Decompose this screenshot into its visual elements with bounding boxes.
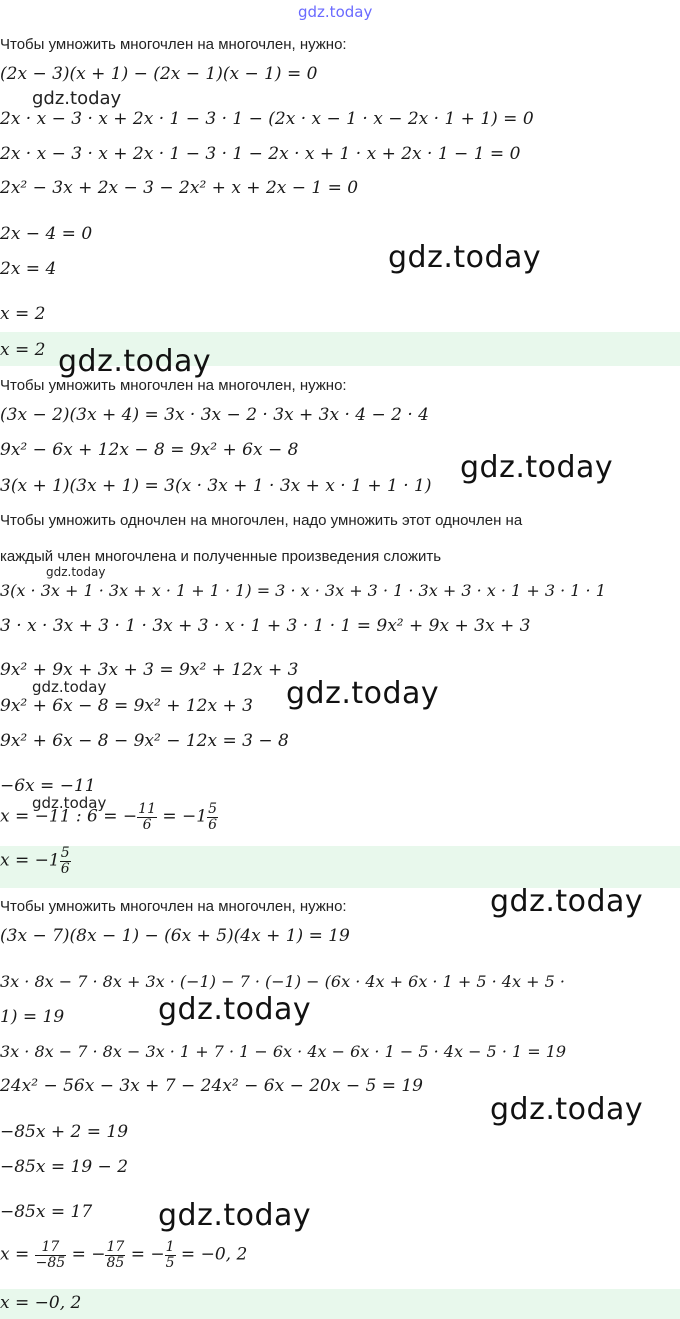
rule-text: Чтобы умножить многочлен на многочлен, нужно: [0, 36, 347, 53]
denominator: 6 [208, 816, 218, 833]
rule-text: Чтобы умножить многочлен на многочлен, нужно: [0, 898, 347, 915]
numerator: 11 [138, 801, 156, 817]
numerator: 17 [35, 1240, 67, 1256]
rule-text: Чтобы умножить одночлен на многочлен, надо умножить этот одночлен на [0, 512, 523, 529]
equation-line: 9x² − 6x + 12x − 8 = 9x² + 6x − 8 [0, 440, 299, 460]
fraction [137, 802, 157, 832]
rule-text: каждый член многочлена и полученные произведения сложить [0, 548, 442, 565]
equation-line: 2x · x − 3 · x + 2x · 1 − 3 · 1 − (2x · x − 1 · x − 2x · 1 + 1) = 0 [0, 109, 534, 129]
equation-line: −6x = −11 [0, 776, 96, 796]
watermark-top: gdz.today [298, 3, 373, 21]
equation-text: x = [0, 1244, 35, 1265]
equation-text: = −1 [157, 806, 208, 827]
equation-line: 3(x · 3x + 1 · 3x + x · 1 + 1 · 1) = 3 · x · 3x + 3 · 1 · 3x + 3 · x · 1 + 3 · 1 · 1 [0, 581, 606, 600]
denominator: 6 [142, 816, 152, 833]
equation-line: (3x − 7)(8x − 1) − (6x + 5)(4x + 1) = 19 [0, 926, 350, 946]
equation-line: 9x² + 6x − 8 − 9x² − 12x = 3 − 8 [0, 731, 289, 751]
fraction-equation-line [0, 1240, 247, 1270]
equation-text: x = −1 [0, 850, 60, 871]
watermark-large: gdz.today [388, 240, 542, 275]
answer-line: x = 2 [0, 340, 46, 360]
equation-line: 2x − 4 = 0 [0, 224, 93, 244]
fraction [35, 1240, 67, 1270]
watermark-small: gdz.today [32, 678, 107, 696]
watermark-large: gdz.today [490, 884, 644, 919]
equation-line: 3x · 8x − 7 · 8x − 3x · 1 + 7 · 1 − 6x · 4x − 6x · 1 − 5 · 4x − 5 · 1 = 19 [0, 1042, 567, 1061]
equation-line: 2x² − 3x + 2x − 3 − 2x² + x + 2x − 1 = 0 [0, 178, 359, 198]
equation-line: 3(x + 1)(3x + 1) = 3(x · 3x + 1 · 3x + x · 1 + 1 · 1) [0, 476, 432, 496]
denominator: 85 [106, 1254, 125, 1271]
equation-line: 3x · 8x − 7 · 8x + 3x · (−1) − 7 · (−1) − (6x · 4x + 6x · 1 + 5 · 4x + 5 · [0, 972, 565, 991]
fraction [105, 1240, 125, 1270]
answer-line: x = −0, 2 [0, 1293, 82, 1313]
denominator: 5 [165, 1254, 175, 1271]
watermark-large: gdz.today [158, 1198, 312, 1233]
fraction [207, 802, 218, 832]
watermark-large: gdz.today [460, 450, 614, 485]
watermark-large: gdz.today [286, 676, 440, 711]
fraction [165, 1240, 176, 1270]
equation-text: = − [66, 1244, 106, 1265]
rule-text: Чтобы умножить многочлен на многочлен, нужно: [0, 377, 347, 394]
equation-text: x = −11 : 6 = − [0, 806, 138, 827]
equation-line: −85x + 2 = 19 [0, 1122, 129, 1142]
watermark-small: gdz.today [32, 794, 107, 812]
equation-line: 1) = 19 [0, 1007, 65, 1027]
equation-line: (2x − 3)(x + 1) − (2x − 1)(x − 1) = 0 [0, 64, 318, 84]
fraction [60, 846, 71, 876]
equation-line: x = 2 [0, 304, 46, 324]
equation-text: = − [125, 1244, 165, 1265]
equation-text: = −0, 2 [175, 1244, 248, 1265]
numerator: 17 [106, 1239, 125, 1255]
numerator: 1 [165, 1239, 175, 1255]
equation-line: 9x² + 9x + 3x + 3 = 9x² + 12x + 3 [0, 660, 299, 680]
watermark-large: gdz.today [158, 992, 312, 1027]
denominator: 6 [60, 860, 70, 877]
equation-line: 3 · x · 3x + 3 · 1 · 3x + 3 · x · 1 + 3 · 1 · 1 = 9x² + 9x + 3x + 3 [0, 616, 531, 636]
watermark-large: gdz.today [58, 344, 212, 379]
watermark-small: gdz.today [46, 565, 106, 579]
equation-line: 2x · x − 3 · x + 2x · 1 − 3 · 1 − 2x · x + 1 · x + 2x · 1 − 1 = 0 [0, 144, 521, 164]
answer-highlight-2 [0, 846, 680, 888]
equation-line: (3x − 2)(3x + 4) = 3x · 3x − 2 · 3x + 3x · 4 − 2 · 4 [0, 405, 430, 425]
equation-line: 9x² + 6x − 8 = 9x² + 12x + 3 [0, 696, 253, 716]
numerator: 5 [208, 801, 218, 817]
watermark-small: gdz.today [32, 88, 122, 109]
denominator: −85 [35, 1254, 66, 1271]
equation-line: −85x = 19 − 2 [0, 1157, 129, 1177]
equation-line: 2x = 4 [0, 259, 57, 279]
watermark-large: gdz.today [490, 1092, 644, 1127]
answer-line [0, 846, 71, 876]
answer-highlight-3 [0, 1289, 680, 1319]
equation-line: 24x² − 56x − 3x + 7 − 24x² − 6x − 20x − 5 = 19 [0, 1076, 423, 1096]
equation-line: −85x = 17 [0, 1202, 93, 1222]
numerator: 5 [60, 845, 70, 861]
